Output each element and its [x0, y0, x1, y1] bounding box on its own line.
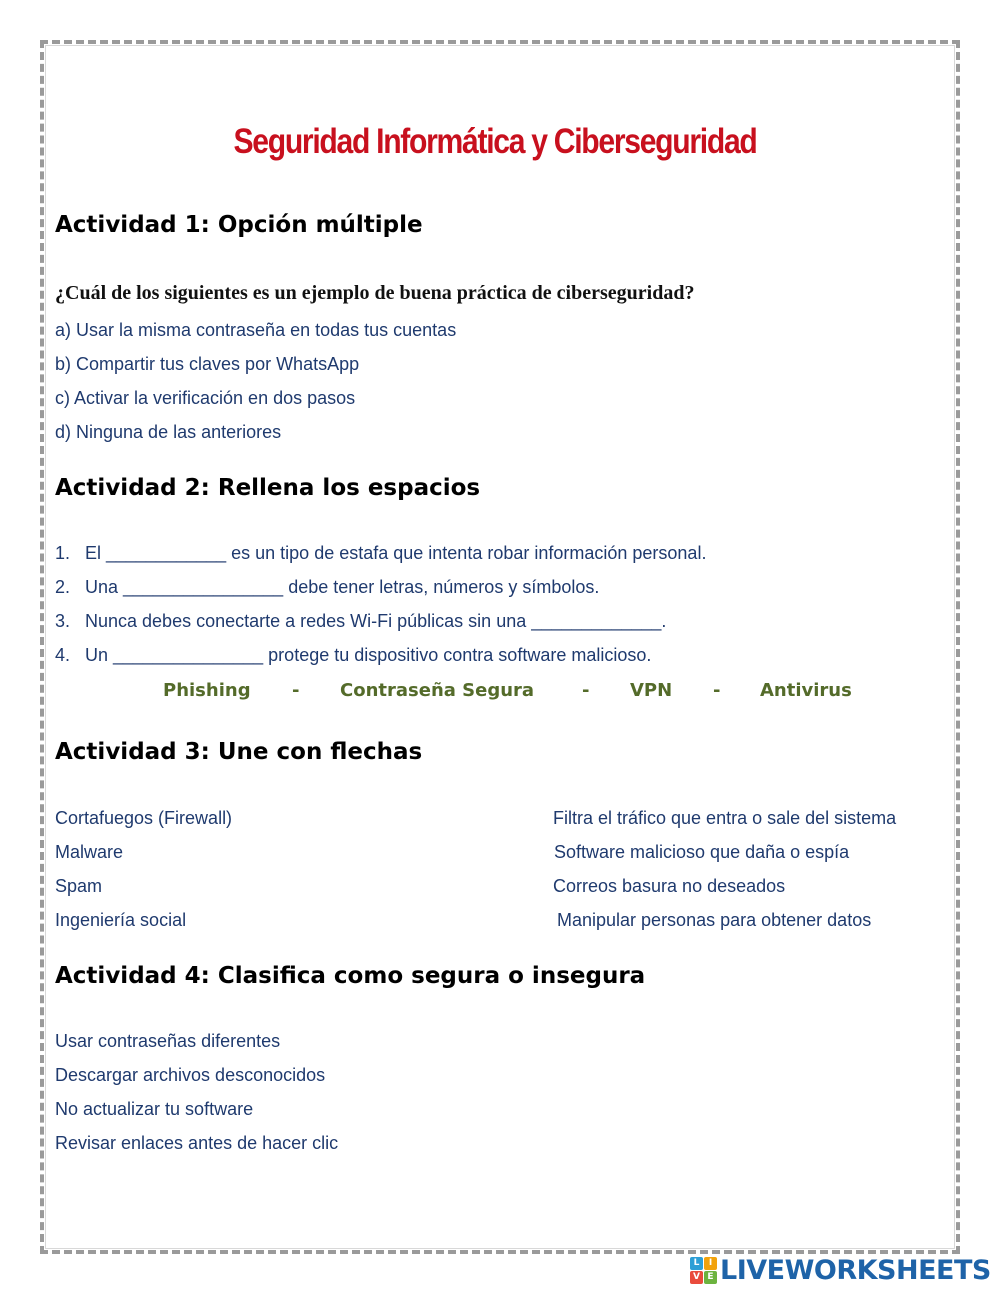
option-d[interactable]: d) Ninguna de las anteriores	[55, 422, 282, 442]
fill-item-1	[55, 543, 706, 564]
match-right-3[interactable]: Correos basura no deseados	[553, 876, 786, 896]
word-bank-separator: -	[582, 680, 590, 701]
option-c[interactable]: c) Activar la verificación en dos pasos	[55, 388, 356, 408]
logo-letter: E	[704, 1271, 717, 1284]
logo-text: LIVEWORKSHEETS	[720, 1254, 991, 1286]
classify-item-2[interactable]: Descargar archivos desconocidos	[55, 1065, 326, 1085]
word-bank-separator: -	[713, 680, 721, 701]
word-bank-separator: -	[292, 680, 300, 701]
activity4-heading: Actividad 4: Clasifica como segura o insegura	[55, 963, 646, 989]
match-left-malware[interactable]: Malware	[55, 842, 124, 862]
fill-sentence[interactable]: Una ________________ debe tener letras, números y símbolos.	[85, 577, 600, 597]
item-number: 4.	[55, 645, 71, 665]
liveworksheets-logo	[690, 1254, 991, 1286]
classify-item-1[interactable]: Usar contraseñas diferentes	[55, 1031, 281, 1051]
fill-sentence[interactable]: Nunca debes conectarte a redes Wi-Fi públicas sin una _____________.	[85, 611, 667, 631]
word-bank-phishing: Phishing	[163, 680, 251, 701]
logo-letter: I	[704, 1257, 717, 1270]
word-bank-vpn: VPN	[630, 680, 673, 701]
match-left-spam[interactable]: Spam	[55, 876, 103, 896]
match-right-1[interactable]: Filtra el tráfico que entra o sale del sistema	[553, 808, 897, 828]
fill-item-2	[55, 577, 599, 598]
fill-sentence[interactable]: El ____________ es un tipo de estafa que intenta robar información personal.	[85, 543, 707, 563]
page-title: Seguridad Informática y Ciberseguridad	[233, 122, 757, 161]
classify-item-3[interactable]: No actualizar tu software	[55, 1099, 254, 1119]
fill-item-3	[55, 611, 666, 632]
item-number: 3.	[55, 611, 71, 631]
match-left-firewall[interactable]: Cortafuegos (Firewall)	[55, 808, 233, 828]
word-bank	[0, 680, 1000, 706]
item-number: 1.	[55, 543, 71, 563]
word-bank-contrasena: Contraseña Segura	[340, 680, 535, 701]
fill-sentence[interactable]: Un _______________ protege tu dispositivo contra software malicioso.	[85, 645, 652, 665]
word-bank-antivirus: Antivirus	[760, 680, 852, 701]
fill-item-4	[55, 645, 651, 666]
logo-letter: L	[690, 1257, 703, 1270]
item-number: 2.	[55, 577, 71, 597]
activity2-heading: Actividad 2: Rellena los espacios	[55, 475, 481, 501]
logo-letter: V	[690, 1271, 703, 1284]
match-right-2[interactable]: Software malicioso que daña o espía	[554, 842, 850, 862]
match-left-social-engineering[interactable]: Ingeniería social	[55, 910, 187, 930]
activity1-heading: Actividad 1: Opción múltiple	[55, 212, 423, 238]
logo-badge-icon	[690, 1257, 717, 1284]
activity1-question: ¿Cuál de los siguientes es un ejemplo de buena práctica de ciberseguridad?	[55, 282, 695, 304]
classify-item-4[interactable]: Revisar enlaces antes de hacer clic	[55, 1133, 339, 1153]
option-b[interactable]: b) Compartir tus claves por WhatsApp	[55, 354, 360, 374]
activity3-heading: Actividad 3: Une con flechas	[55, 739, 423, 765]
match-right-4[interactable]: Manipular personas para obtener datos	[557, 910, 872, 930]
option-a[interactable]: a) Usar la misma contraseña en todas tus cuentas	[55, 320, 457, 340]
